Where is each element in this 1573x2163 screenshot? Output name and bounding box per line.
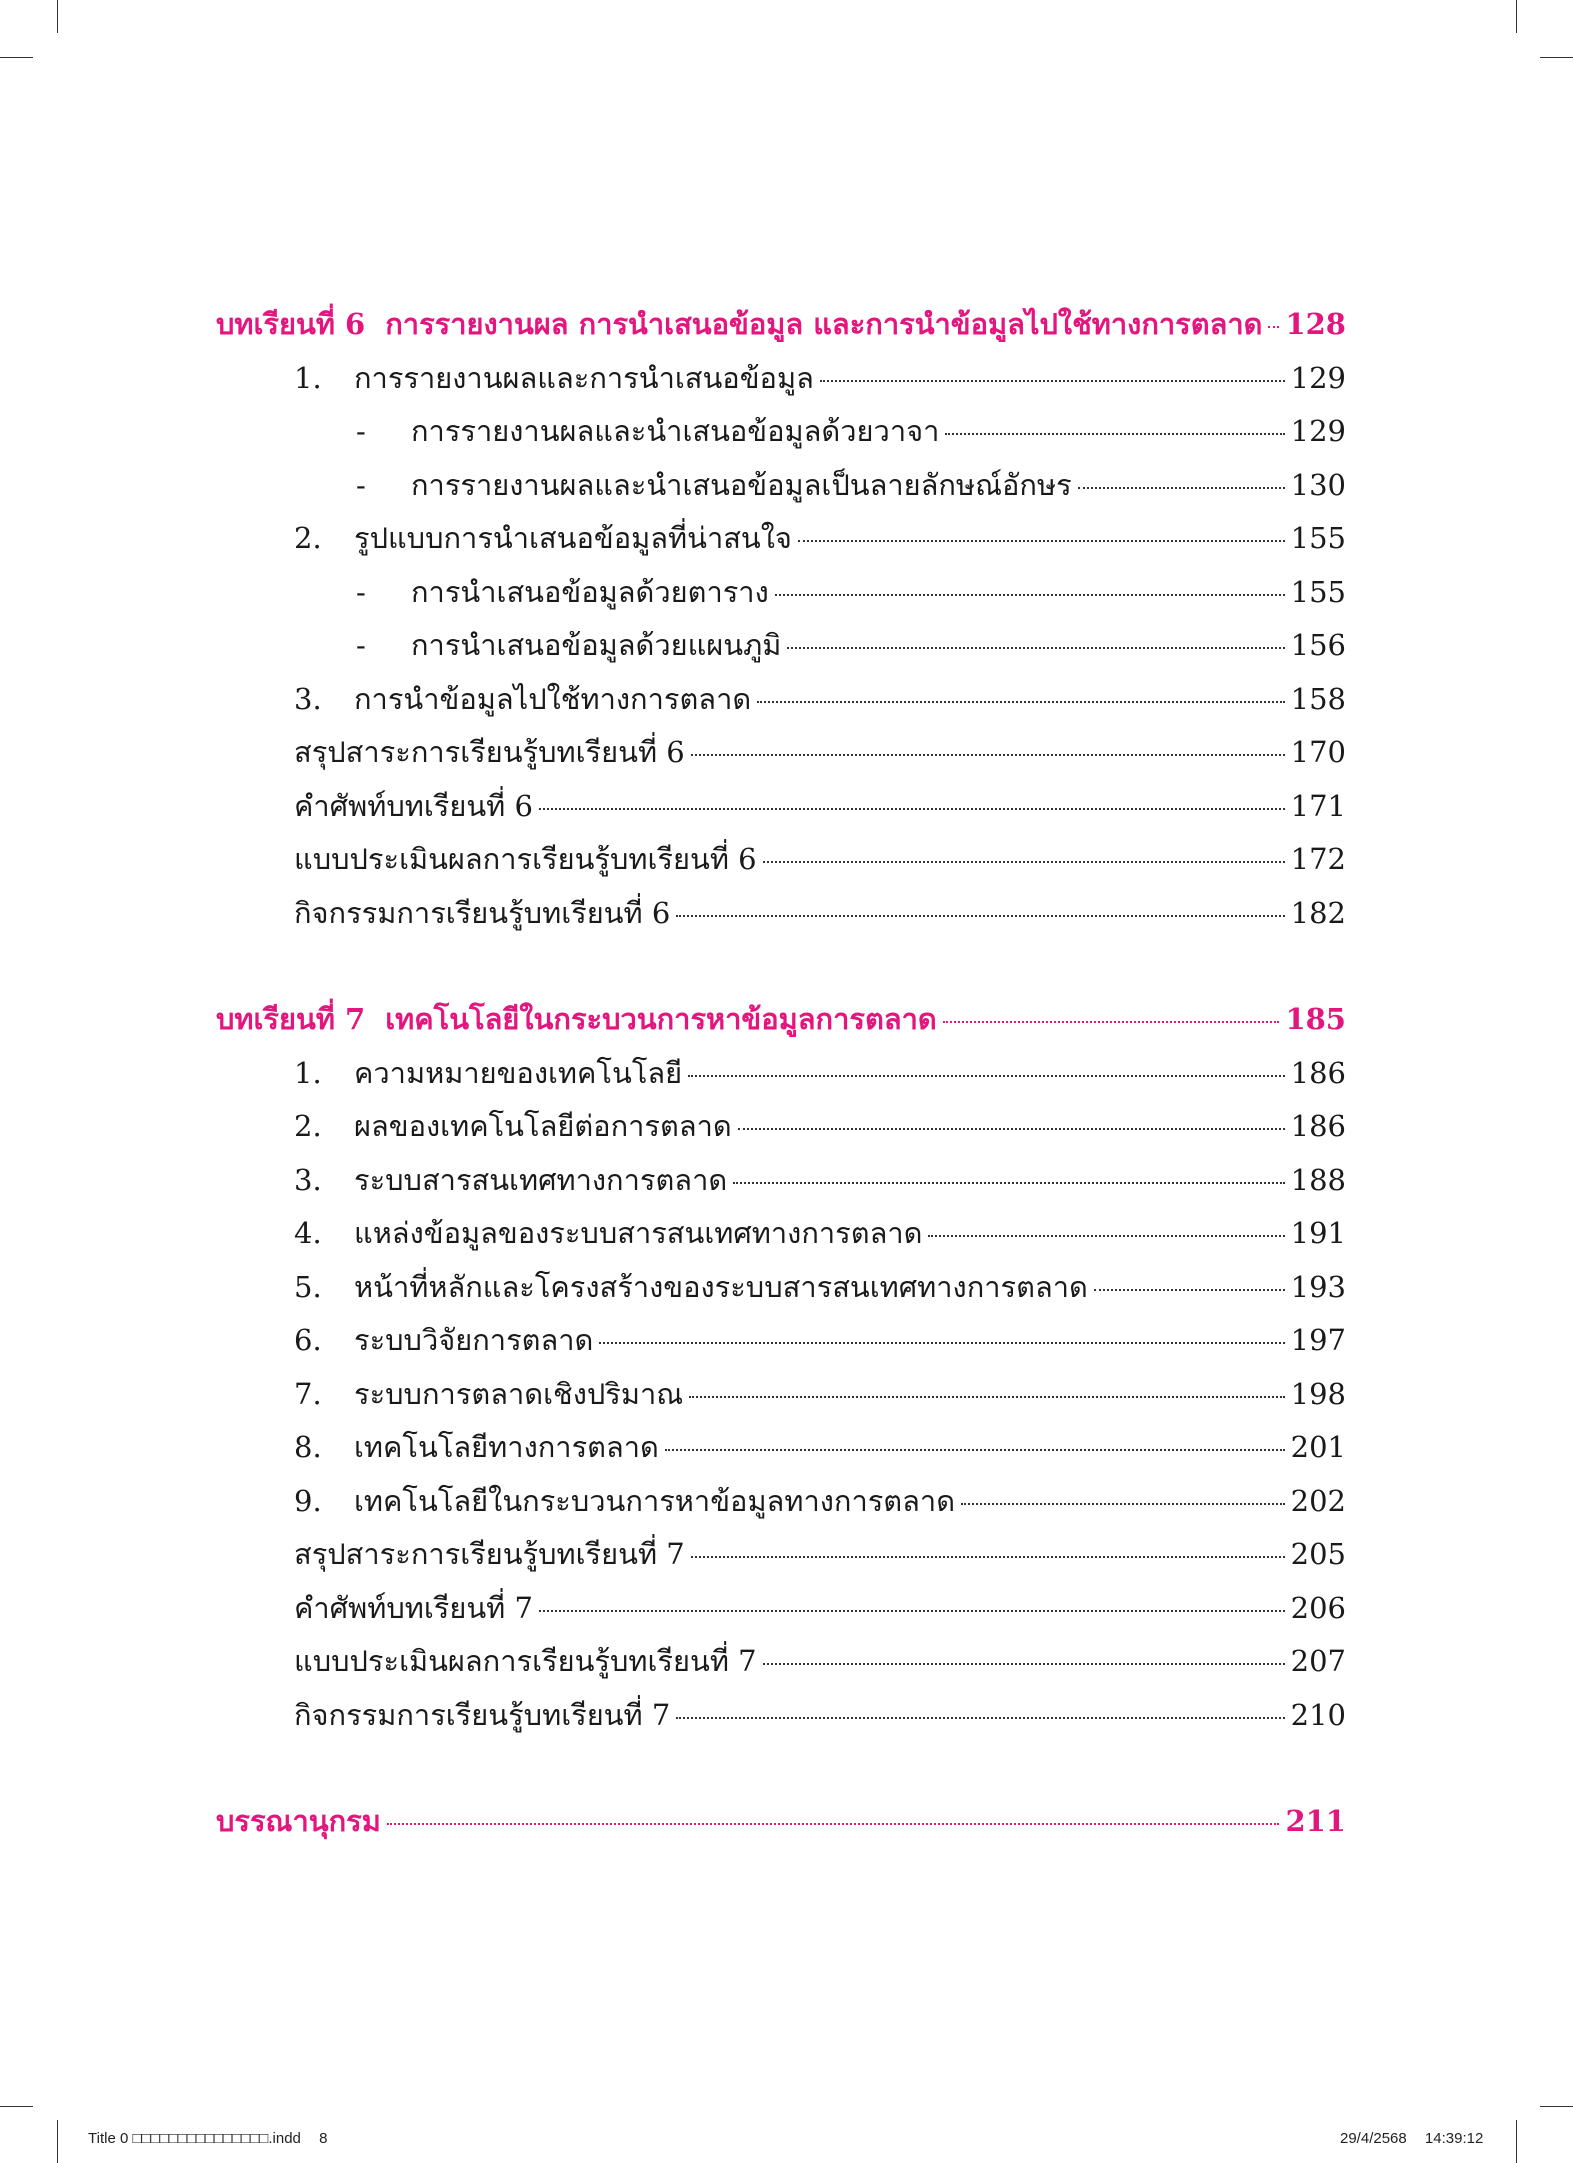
page-number: 201 (1290, 1430, 1346, 1464)
entry-number: 5. (294, 1269, 322, 1304)
dot-leader (733, 1181, 1284, 1184)
entry-number: 8. (294, 1430, 322, 1464)
dot-leader (943, 1020, 1280, 1023)
page-number: 130 (1290, 467, 1346, 502)
entry-title: ระบบการตลาดเชิงปริมาณ (354, 1376, 684, 1411)
entry-title: เทคโนโลยีทางการตลาด (354, 1430, 659, 1464)
page-number: 158 (1290, 681, 1346, 716)
entry-number: 9. (294, 1483, 322, 1518)
dot-leader (1268, 325, 1279, 328)
entry-title: การนำเสนอข้อมูลด้วยตาราง (411, 574, 769, 609)
entry-number: - (356, 574, 366, 609)
bibliography-heading (216, 1795, 1346, 1849)
dot-leader (961, 1502, 1285, 1505)
dot-leader (928, 1234, 1284, 1237)
entry-title: หน้าที่หลักและโครงสร้างของระบบสารสนเทศทางการตลาด (354, 1269, 1088, 1304)
toc-entry (216, 1100, 1346, 1154)
crop-mark (1516, 0, 1517, 33)
toc-entry (216, 1475, 1346, 1529)
dot-leader (757, 700, 1284, 703)
page-number: 207 (1290, 1644, 1346, 1678)
entry-title: ระบบสารสนเทศทางการตลาด (354, 1162, 728, 1197)
footer-timestamp (1340, 2130, 1483, 2147)
entry-title: แบบประเมินผลการเรียนรู้บทเรียนที่ 6 (294, 842, 757, 876)
dot-leader (676, 1716, 1284, 1719)
page-number: 202 (1290, 1483, 1346, 1518)
chapter-7-heading (216, 993, 1346, 1047)
chapter-6-heading (216, 298, 1346, 352)
chapter-title: เทคโนโลยีในกระบวนการหาข้อมูลการตลาด (385, 1002, 937, 1036)
toc-entry (216, 566, 1346, 620)
entry-number: 2. (294, 521, 322, 555)
page-number: 206 (1290, 1590, 1346, 1625)
page-number: 170 (1290, 735, 1346, 769)
entry-title: คำศัพท์บทเรียนที่ 6 (294, 788, 533, 823)
dot-leader (798, 539, 1285, 542)
entry-title: สรุปสาระการเรียนรู้บทเรียนที่ 7 (294, 1537, 685, 1571)
entry-title: การรายงานผลและนำเสนอข้อมูลเป็นลายลักษณ์อักษร (411, 467, 1072, 502)
page-number: 186 (1290, 1109, 1346, 1143)
dot-leader (676, 914, 1284, 917)
entry-number: 6. (294, 1323, 322, 1357)
dot-leader (691, 753, 1285, 756)
toc-entry (216, 1421, 1346, 1475)
entry-title: เทคโนโลยีในกระบวนการหาข้อมูลทางการตลาด (354, 1483, 956, 1518)
toc-entry (216, 1635, 1346, 1689)
entry-title: การรายงานผลและนำเสนอข้อมูลด้วยวาจา (411, 414, 940, 448)
dot-leader (738, 1127, 1285, 1130)
toc-entry (216, 619, 1346, 673)
page-number: 171 (1290, 788, 1346, 823)
page-number: 186 (1290, 1055, 1346, 1090)
page-number: 188 (1290, 1162, 1346, 1197)
entry-title: การรายงานผลและการนำเสนอข้อมูล (354, 360, 814, 395)
entry-title: แบบประเมินผลการเรียนรู้บทเรียนที่ 7 (294, 1644, 757, 1678)
crop-mark (57, 2120, 58, 2163)
entry-number: - (356, 628, 366, 662)
entry-number: - (356, 467, 366, 502)
chapter-label: บทเรียนที่ 6 (216, 307, 366, 341)
page-number: 129 (1290, 414, 1346, 448)
page-number: 129 (1290, 360, 1346, 395)
entry-title: การนำเสนอข้อมูลด้วยแผนภูมิ (411, 628, 782, 662)
entry-title: แหล่งข้อมูลของระบบสารสนเทศทางการตลาด (354, 1216, 923, 1250)
chapter-label: บทเรียนที่ 7 (216, 1002, 366, 1036)
entry-number: 1. (294, 360, 322, 395)
page-number: 191 (1290, 1216, 1346, 1250)
chapter-6-entries (216, 352, 1346, 941)
toc-entry (216, 405, 1346, 459)
footer-file-info (88, 2130, 327, 2147)
page-number: 155 (1290, 521, 1346, 555)
dot-leader (775, 593, 1285, 596)
footer-page: 8 (319, 2130, 328, 2147)
entry-number: 2. (294, 1109, 322, 1143)
crop-mark (0, 57, 33, 58)
dot-leader (820, 379, 1285, 382)
toc-entry (216, 1528, 1346, 1582)
dot-leader (787, 646, 1284, 649)
entry-title: การนำข้อมูลไปใช้ทางการตลาด (354, 681, 752, 716)
entry-title: ผลของเทคโนโลยีต่อการตลาด (354, 1109, 732, 1143)
dot-leader (387, 1822, 1280, 1825)
toc-entry (216, 1047, 1346, 1101)
page-number: 172 (1290, 842, 1346, 876)
table-of-contents (216, 298, 1346, 1849)
toc-entry (216, 1207, 1346, 1261)
toc-entry (216, 780, 1346, 834)
crop-mark (1540, 57, 1573, 58)
page-number: 205 (1290, 1537, 1346, 1571)
toc-entry (216, 1314, 1346, 1368)
dot-leader (599, 1341, 1284, 1344)
dot-leader (1078, 486, 1285, 489)
page-number: 155 (1290, 574, 1346, 609)
page-number: 128 (1285, 307, 1346, 341)
dot-leader (763, 1662, 1285, 1665)
page-number: 182 (1290, 895, 1346, 930)
dot-leader (539, 807, 1285, 810)
toc-entry (216, 1261, 1346, 1315)
chapter-title: การรายงานผล การนำเสนอข้อมูล และการนำข้อมูลไปใช้ทางการตลาด (385, 307, 1263, 341)
page-number: 193 (1290, 1269, 1346, 1304)
crop-mark (1516, 2120, 1517, 2163)
page-number: 197 (1290, 1323, 1346, 1357)
footer-date: 29/4/2568 (1340, 2130, 1407, 2147)
page-number: 211 (1285, 1804, 1346, 1838)
entry-title: สรุปสาระการเรียนรู้บทเรียนที่ 6 (294, 735, 685, 769)
page-number: 185 (1285, 1002, 1346, 1036)
entry-title: รูปแบบการนำเสนอข้อมูลที่น่าสนใจ (354, 521, 792, 555)
entry-title: กิจกรรมการเรียนรู้บทเรียนที่ 7 (294, 1697, 671, 1732)
toc-entry (216, 352, 1346, 406)
page-number: 156 (1290, 628, 1346, 662)
toc-entry (216, 512, 1346, 566)
crop-mark (1540, 2106, 1573, 2107)
page-number: 210 (1290, 1697, 1346, 1732)
toc-entry (216, 1582, 1346, 1636)
dot-leader (763, 860, 1285, 863)
dot-leader (945, 432, 1284, 435)
entry-title: ความหมายของเทคโนโลยี (354, 1055, 683, 1090)
entry-number: 3. (294, 681, 322, 716)
chapter-7-entries (216, 1047, 1346, 1743)
toc-entry (216, 673, 1346, 727)
crop-mark (57, 0, 58, 33)
toc-entry (216, 726, 1346, 780)
entry-title: กิจกรรมการเรียนรู้บทเรียนที่ 6 (294, 895, 671, 930)
entry-number: 4. (294, 1216, 322, 1250)
toc-entry (216, 887, 1346, 941)
dot-leader (1094, 1288, 1285, 1291)
dot-leader (665, 1448, 1285, 1451)
dot-leader (539, 1609, 1285, 1612)
entry-number: 1. (294, 1055, 322, 1090)
entry-number: - (356, 414, 366, 448)
dot-leader (688, 1074, 1284, 1077)
dot-leader (689, 1395, 1284, 1398)
toc-entry (216, 1154, 1346, 1208)
toc-entry (216, 459, 1346, 513)
entry-number: 7. (294, 1376, 322, 1411)
crop-mark (0, 2106, 33, 2107)
entry-title: ระบบวิจัยการตลาด (354, 1323, 594, 1357)
dot-leader (691, 1555, 1285, 1558)
entry-title: คำศัพท์บทเรียนที่ 7 (294, 1590, 533, 1625)
footer-time: 14:39:12 (1424, 2130, 1484, 2147)
page-number: 198 (1290, 1376, 1346, 1411)
toc-entry (216, 833, 1346, 887)
toc-entry (216, 1689, 1346, 1743)
entry-number: 3. (294, 1162, 322, 1197)
bibliography-title: บรรณานุกรม (216, 1804, 381, 1838)
footer-filename: Title 0 □□□□□□□□□□□□□□□.indd (88, 2130, 301, 2147)
toc-entry (216, 1368, 1346, 1422)
